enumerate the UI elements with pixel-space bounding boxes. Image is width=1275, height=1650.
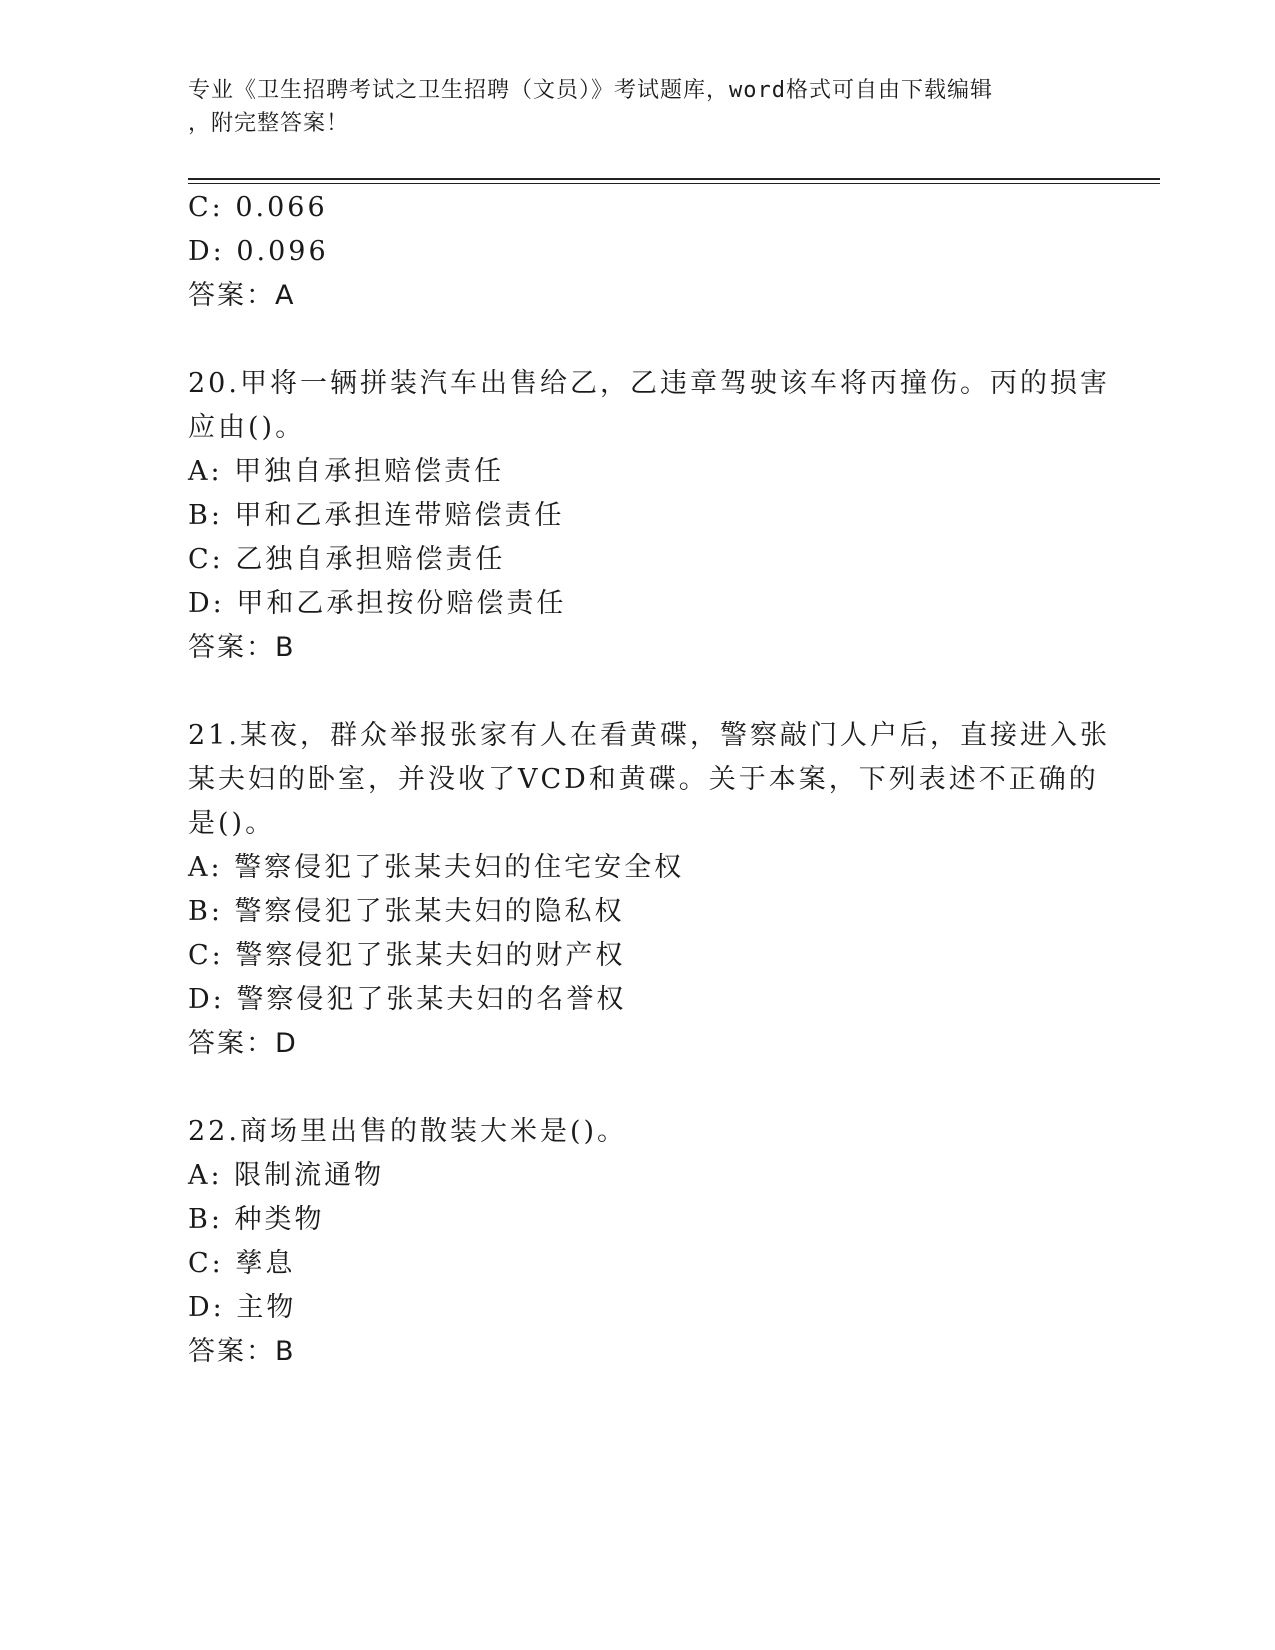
q21-option-a: A: 警察侵犯了张某夫妇的住宅安全权 xyxy=(188,852,685,883)
q22-answer: 答案：B xyxy=(188,1336,296,1367)
q20-stem-line-2: 应由()。 xyxy=(188,412,306,443)
q20-option-a: A: 甲独自承担赔偿责任 xyxy=(188,456,505,487)
q20-answer: 答案：B xyxy=(188,632,296,663)
q21-answer: 答案：D xyxy=(188,1028,298,1059)
header-line-1: 专业《卫生招聘考试之卫生招聘（文员）》考试题库，word格式可自由下载编辑 xyxy=(188,78,993,103)
q22-option-b: B: 种类物 xyxy=(188,1204,325,1235)
header-line-2: ，附完整答案！ xyxy=(188,111,350,136)
q22-option-c: C: 孳息 xyxy=(188,1248,296,1279)
q20-option-d: D: 甲和乙承担按份赔偿责任 xyxy=(188,588,567,619)
q21-option-b: B: 警察侵犯了张某夫妇的隐私权 xyxy=(188,896,625,927)
q19-answer: 答案：A xyxy=(188,280,296,311)
q21-stem-line-2: 某夫妇的卧室，并没收了VCD和黄碟。关于本案，下列表述不正确的 xyxy=(188,764,1099,795)
q20-stem-line-1: 20.甲将一辆拼装汽车出售给乙，乙违章驾驶该车将丙撞伤。丙的损害 xyxy=(188,368,1110,399)
q20-option-b: B: 甲和乙承担连带赔偿责任 xyxy=(188,500,565,531)
q21-stem-line-1: 21.某夜，群众举报张家有人在看黄碟，警察敲门人户后，直接进入张 xyxy=(188,720,1110,751)
q22-option-a: A: 限制流通物 xyxy=(188,1160,385,1191)
q19-option-d: D: 0.096 xyxy=(188,236,329,267)
q21-stem-line-3: 是()。 xyxy=(188,808,276,839)
header-rule-thin xyxy=(188,183,1160,184)
header-rule-thick xyxy=(188,178,1160,180)
q21-option-c: C: 警察侵犯了张某夫妇的财产权 xyxy=(188,940,626,971)
q19-option-c: C: 0.066 xyxy=(188,192,328,223)
q22-option-d: D: 主物 xyxy=(188,1292,297,1323)
q21-option-d: D: 警察侵犯了张某夫妇的名誉权 xyxy=(188,984,627,1015)
q20-option-c: C: 乙独自承担赔偿责任 xyxy=(188,544,506,575)
document-header xyxy=(188,74,1088,140)
q22-stem-line-1: 22.商场里出售的散装大米是()。 xyxy=(188,1116,628,1147)
